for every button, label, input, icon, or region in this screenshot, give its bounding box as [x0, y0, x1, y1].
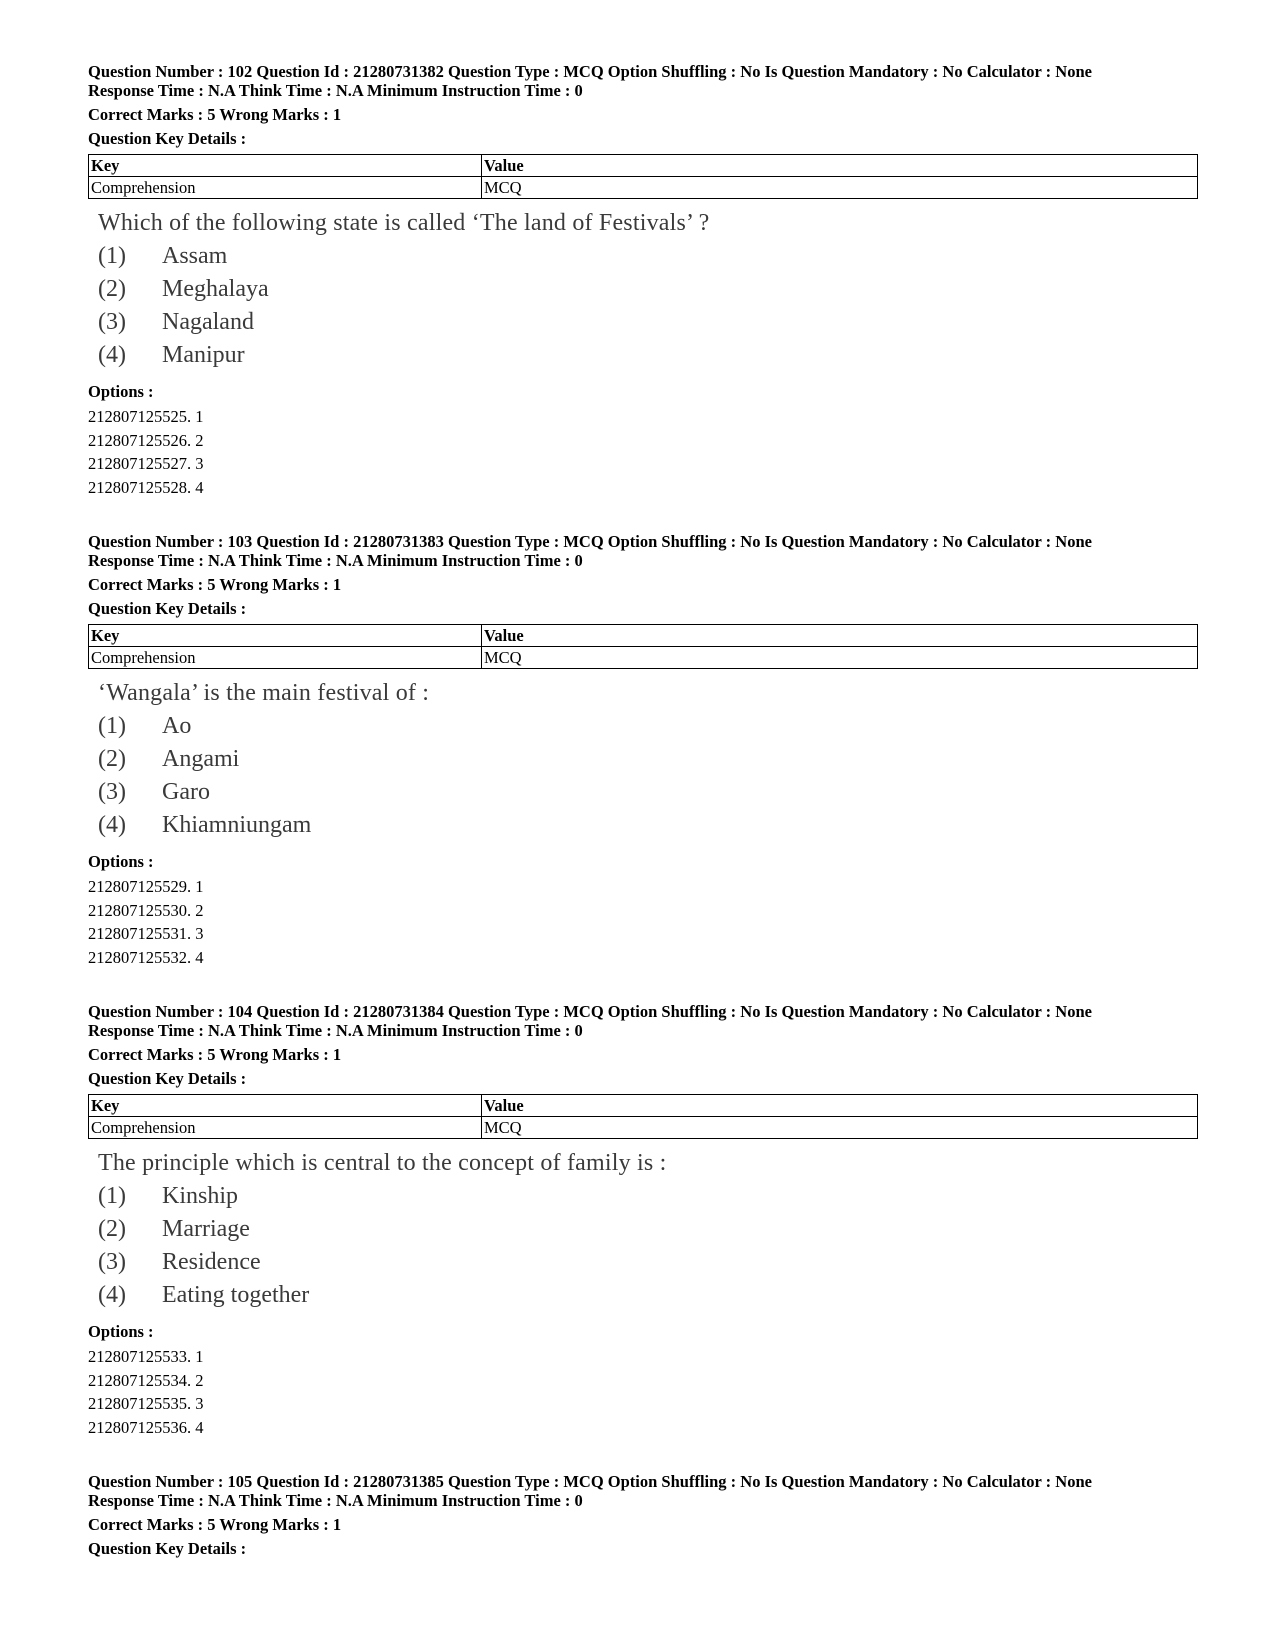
key-table-row	[89, 1117, 1198, 1139]
question-marks: Correct Marks : 5 Wrong Marks : 1	[88, 1515, 342, 1534]
key-table-header-value: Value	[482, 625, 1198, 647]
question-block-104	[88, 1002, 1200, 1439]
question-body	[98, 677, 1200, 842]
question-text: ‘Wangala’ is the main festival of :	[98, 680, 430, 706]
choice-number: (2)	[98, 276, 126, 302]
choice-item	[98, 273, 1200, 306]
question-meta-line: Question Number : 105 Question Id : 21280731385 Question Type : MCQ Option Shuffling : No Is Question Mandatory : No Calculator : None	[88, 1472, 1092, 1491]
question-key-heading: Question Key Details :	[88, 1069, 247, 1088]
key-table-header-value: Value	[482, 1095, 1198, 1117]
choice-item	[98, 1180, 1200, 1213]
question-body	[98, 1147, 1200, 1312]
key-table-cell-value: MCQ	[482, 1117, 1198, 1139]
key-table-header-value: Value	[482, 155, 1198, 177]
option-id-line: 212807125528. 4	[88, 477, 204, 497]
option-id-line: 212807125534. 2	[88, 1370, 204, 1390]
question-timing-line: Response Time : N.A Think Time : N.A Minimum Instruction Time : 0	[88, 1021, 583, 1040]
option-id-line: 212807125529. 1	[88, 877, 204, 896]
question-meta-line: Question Number : 102 Question Id : 21280731382 Question Type : MCQ Option Shuffling : No Is Question Mandatory : No Calculator : None	[88, 62, 1092, 81]
question-meta-line: Question Number : 104 Question Id : 21280731384 Question Type : MCQ Option Shuffling : No Is Question Mandatory : No Calculator : None	[88, 1002, 1092, 1021]
choice-item	[98, 306, 1200, 339]
choice-number: (1)	[98, 1183, 126, 1209]
question-paper-page	[88, 62, 1200, 1591]
question-block-103	[88, 532, 1200, 969]
option-id-line: 212807125533. 1	[88, 1347, 204, 1366]
choice-label: Nagaland	[162, 309, 254, 335]
choice-item	[98, 776, 1200, 809]
key-table-header-row	[89, 155, 1198, 177]
choice-label: Ao	[162, 713, 192, 739]
options-heading: Options :	[88, 1322, 154, 1341]
option-id-line: 212807125526. 2	[88, 430, 204, 450]
choice-item	[98, 1279, 1200, 1312]
choice-item	[98, 1246, 1200, 1279]
question-text: The principle which is central to the concept of family is :	[98, 1150, 667, 1176]
options-heading: Options :	[88, 382, 154, 401]
option-id-line: 212807125536. 4	[88, 1417, 204, 1437]
choice-number: (4)	[98, 812, 126, 838]
key-table-header-key: Key	[89, 155, 482, 177]
choice-label: Residence	[162, 1249, 261, 1275]
question-key-heading: Question Key Details :	[88, 129, 247, 148]
choice-label: Marriage	[162, 1216, 250, 1242]
key-table-cell-key: Comprehension	[89, 177, 482, 199]
question-body	[98, 207, 1200, 372]
choice-label: Angami	[162, 746, 240, 772]
option-id-line: 212807125530. 2	[88, 900, 204, 920]
question-text: Which of the following state is called ‘The land of Festivals’ ?	[98, 210, 710, 236]
key-table-row	[89, 647, 1198, 669]
choice-number: (4)	[98, 1282, 126, 1308]
choice-number: (2)	[98, 1216, 126, 1242]
question-key-table	[88, 624, 1198, 669]
key-table-cell-key: Comprehension	[89, 647, 482, 669]
choice-label: Garo	[162, 779, 210, 805]
key-table-header-row	[89, 625, 1198, 647]
choice-number: (3)	[98, 1249, 126, 1275]
choice-label: Khiamniungam	[162, 812, 312, 838]
option-id-line: 212807125525. 1	[88, 407, 204, 426]
question-block-102	[88, 62, 1200, 499]
choice-item	[98, 1213, 1200, 1246]
option-id-line: 212807125527. 3	[88, 454, 204, 473]
key-table-cell-key: Comprehension	[89, 1117, 482, 1139]
question-timing-line: Response Time : N.A Think Time : N.A Minimum Instruction Time : 0	[88, 81, 583, 100]
key-table-cell-value: MCQ	[482, 647, 1198, 669]
key-table-cell-value: MCQ	[482, 177, 1198, 199]
key-table-header-row	[89, 1095, 1198, 1117]
key-table-header-key: Key	[89, 1095, 482, 1117]
option-id-line: 212807125535. 3	[88, 1394, 204, 1413]
choice-item	[98, 809, 1200, 842]
choice-label: Kinship	[162, 1183, 239, 1209]
choice-label: Meghalaya	[162, 276, 269, 302]
choice-number: (3)	[98, 309, 126, 335]
choice-item	[98, 710, 1200, 743]
choice-number: (2)	[98, 746, 126, 772]
question-marks: Correct Marks : 5 Wrong Marks : 1	[88, 575, 342, 594]
choice-item	[98, 743, 1200, 776]
choice-number: (1)	[98, 243, 126, 269]
choice-label: Assam	[162, 243, 228, 269]
choice-number: (3)	[98, 779, 126, 805]
choice-label: Eating together	[162, 1282, 310, 1308]
question-key-heading: Question Key Details :	[88, 599, 247, 618]
key-table-header-key: Key	[89, 625, 482, 647]
choice-label: Manipur	[162, 342, 245, 368]
choice-item	[98, 240, 1200, 273]
choice-number: (4)	[98, 342, 126, 368]
question-marks: Correct Marks : 5 Wrong Marks : 1	[88, 1045, 342, 1064]
question-block-105	[88, 1472, 1200, 1558]
key-table-row	[89, 177, 1198, 199]
question-key-heading: Question Key Details :	[88, 1539, 247, 1558]
options-heading: Options :	[88, 852, 154, 871]
question-timing-line: Response Time : N.A Think Time : N.A Minimum Instruction Time : 0	[88, 551, 583, 570]
option-id-line: 212807125532. 4	[88, 947, 204, 967]
question-marks: Correct Marks : 5 Wrong Marks : 1	[88, 105, 342, 124]
question-key-table	[88, 154, 1198, 199]
question-meta-line: Question Number : 103 Question Id : 21280731383 Question Type : MCQ Option Shuffling : No Is Question Mandatory : No Calculator : None	[88, 532, 1092, 551]
option-id-line: 212807125531. 3	[88, 924, 204, 943]
choice-item	[98, 339, 1200, 372]
question-key-table	[88, 1094, 1198, 1139]
question-timing-line: Response Time : N.A Think Time : N.A Minimum Instruction Time : 0	[88, 1491, 583, 1510]
choice-number: (1)	[98, 713, 126, 739]
